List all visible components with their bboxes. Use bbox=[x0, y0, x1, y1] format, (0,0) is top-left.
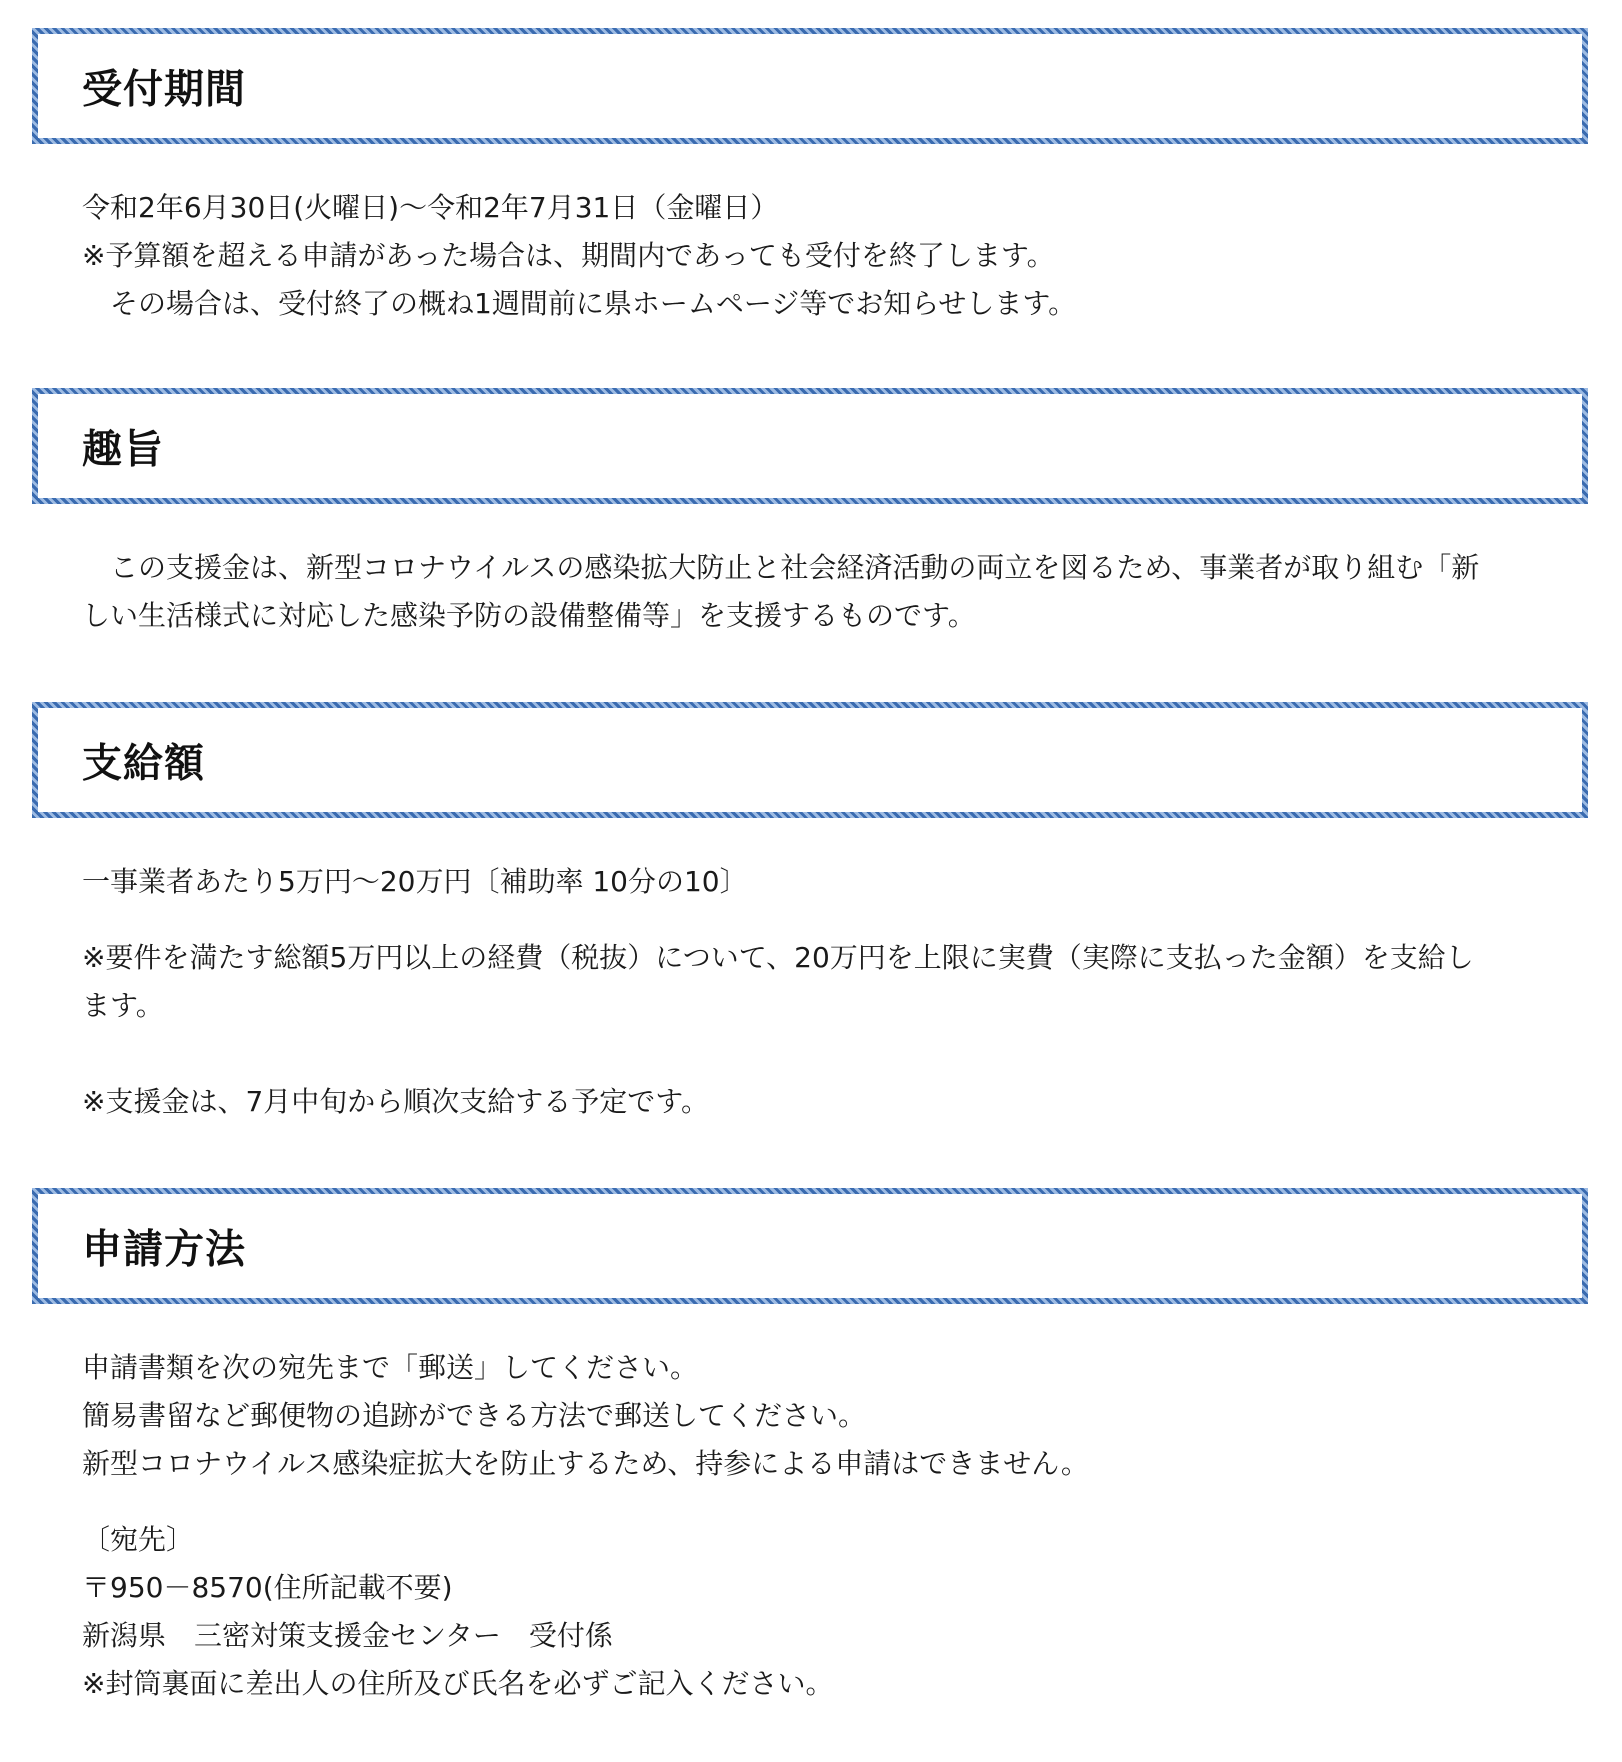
spacer bbox=[82, 1488, 1592, 1516]
spacer bbox=[82, 1030, 1592, 1078]
text-line: しい生活様式に対応した感染予防の設備整備等」を支援するものです。 bbox=[82, 599, 976, 632]
section-body-purpose bbox=[82, 544, 1592, 640]
section-heading-purpose bbox=[32, 388, 1588, 504]
spacer bbox=[82, 906, 1592, 934]
section-heading-reception-period bbox=[32, 28, 1588, 144]
postal-code: 〒950－8570(住所記載不要) bbox=[82, 1571, 453, 1604]
text-line: この支援金は、新型コロナウイルスの感染拡大防止と社会経済活動の両立を図るため、事業者が取り組む「新 bbox=[82, 551, 1480, 584]
text-line: その場合は、受付終了の概ね1週間前に県ホームページ等でお知らせします。 bbox=[82, 287, 1077, 320]
text-line: ※封筒裏面に差出人の住所及び氏名を必ずご記入ください。 bbox=[82, 1667, 834, 1700]
text-line: ※支援金は、7月中旬から順次支給する予定です。 bbox=[82, 1085, 710, 1118]
text-line: ※要件を満たす総額5万円以上の経費（税抜）について、20万円を上限に実費（実際に支払った金額）を支給し bbox=[82, 941, 1474, 974]
heading-text: 趣旨 bbox=[82, 426, 164, 473]
text-line: 新型コロナウイルス感染症拡大を防止するため、持参による申請はできません。 bbox=[82, 1447, 1089, 1480]
text-line: 令和2年6月30日(火曜日)～令和2年7月31日（金曜日） bbox=[82, 191, 779, 224]
heading-text: 支給額 bbox=[82, 740, 205, 787]
address-label: 〔宛先〕 bbox=[82, 1523, 195, 1556]
text-line: ※予算額を超える申請があった場合は、期間内であっても受付を終了します。 bbox=[82, 239, 1055, 272]
section-body-application-method bbox=[82, 1344, 1592, 1708]
section-body-reception-period bbox=[82, 184, 1592, 328]
text-line: ます。 bbox=[82, 989, 164, 1022]
heading-text: 受付期間 bbox=[82, 66, 246, 113]
text-line: 一事業者あたり5万円～20万円〔補助率 10分の10〕 bbox=[82, 865, 748, 898]
section-body-payment-amount bbox=[82, 858, 1592, 1126]
heading-text: 申請方法 bbox=[82, 1226, 246, 1273]
section-heading-payment-amount bbox=[32, 702, 1588, 818]
recipient-name: 新潟県 三密対策支援金センター 受付係 bbox=[82, 1619, 613, 1652]
text-line: 簡易書留など郵便物の追跡ができる方法で郵送してください。 bbox=[82, 1399, 867, 1432]
section-heading-application-method bbox=[32, 1188, 1588, 1304]
text-line: 申請書類を次の宛先まで「郵送」してください。 bbox=[82, 1351, 699, 1384]
